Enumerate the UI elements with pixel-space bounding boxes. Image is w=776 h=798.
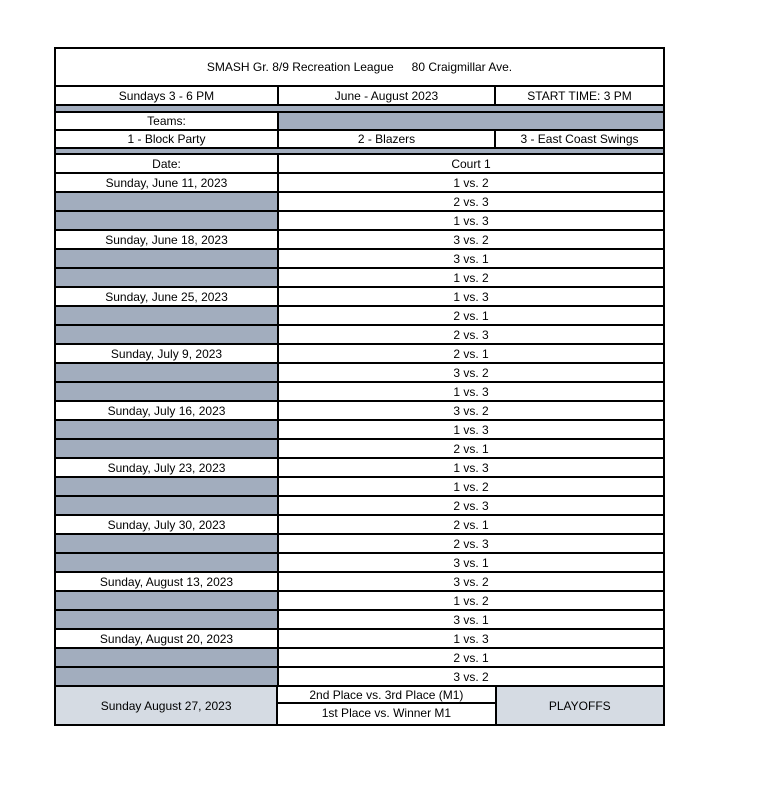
table-row xyxy=(56,307,663,326)
match-date: Sunday, July 16, 2023 xyxy=(56,402,279,419)
teams-label: Teams: xyxy=(56,113,279,129)
separator-bar xyxy=(56,106,663,113)
table-row xyxy=(56,269,663,288)
date-fill xyxy=(56,668,279,685)
match-date: Sunday, July 23, 2023 xyxy=(56,459,279,476)
playoffs-date: Sunday August 27, 2023 xyxy=(56,687,278,724)
table-row xyxy=(56,535,663,554)
table-row xyxy=(56,421,663,440)
schedule-sheet xyxy=(54,47,665,726)
table-row xyxy=(56,383,663,402)
date-fill xyxy=(56,193,279,210)
date-header: Date: xyxy=(56,155,279,172)
table-row xyxy=(56,554,663,573)
court-header: Court 1 xyxy=(451,156,491,171)
match-pairing: 1 vs. 3 xyxy=(453,422,489,437)
table-row xyxy=(56,573,663,592)
league-address: 80 Craigmillar Ave. xyxy=(411,60,513,74)
match-pairing: 3 vs. 1 xyxy=(453,555,489,570)
teams-label-row xyxy=(56,113,663,131)
playoffs-match-1: 2nd Place vs. 3rd Place (M1) xyxy=(278,687,494,704)
match-pairing: 1 vs. 2 xyxy=(453,175,489,190)
match-date: Sunday, June 25, 2023 xyxy=(56,288,279,305)
playoffs-match-2: 1st Place vs. Winner M1 xyxy=(321,706,452,720)
teams-row xyxy=(56,131,663,149)
table-row xyxy=(56,516,663,535)
schedule-body xyxy=(56,174,663,687)
date-fill xyxy=(56,250,279,267)
league-title: SMASH Gr. 8/9 Recreation League xyxy=(206,60,394,74)
match-pairing: 1 vs. 3 xyxy=(453,289,489,304)
match-date: Sunday, July 9, 2023 xyxy=(56,345,279,362)
date-fill xyxy=(56,592,279,609)
match-pairing: 3 vs. 1 xyxy=(453,251,489,266)
match-pairing: 3 vs. 2 xyxy=(453,574,489,589)
date-fill xyxy=(56,364,279,381)
table-row xyxy=(56,440,663,459)
match-pairing: 1 vs. 2 xyxy=(453,479,489,494)
date-fill xyxy=(56,440,279,457)
info-start-time: START TIME: 3 PM xyxy=(527,88,632,103)
date-fill xyxy=(56,326,279,343)
teams-label-fill xyxy=(279,113,663,129)
match-pairing: 3 vs. 2 xyxy=(453,232,489,247)
match-pairing: 2 vs. 3 xyxy=(453,194,489,209)
match-pairing: 1 vs. 3 xyxy=(453,384,489,399)
match-pairing: 3 vs. 1 xyxy=(453,612,489,627)
date-fill xyxy=(56,421,279,438)
playoffs-label: PLAYOFFS xyxy=(497,687,663,724)
table-row xyxy=(56,288,663,307)
match-pairing: 2 vs. 1 xyxy=(453,517,489,532)
date-fill xyxy=(56,307,279,324)
match-pairing: 1 vs. 3 xyxy=(453,460,489,475)
match-pairing: 3 vs. 2 xyxy=(453,403,489,418)
table-row xyxy=(56,364,663,383)
table-row xyxy=(56,250,663,269)
table-row xyxy=(56,592,663,611)
table-row xyxy=(56,630,663,649)
team-2: 2 - Blazers xyxy=(279,131,496,147)
playoffs-row xyxy=(56,687,663,724)
match-pairing: 2 vs. 1 xyxy=(453,441,489,456)
date-fill xyxy=(56,535,279,552)
info-row xyxy=(56,87,663,106)
match-pairing: 2 vs. 1 xyxy=(453,346,489,361)
match-pairing: 3 vs. 2 xyxy=(453,669,489,684)
match-date: Sunday, August 20, 2023 xyxy=(56,630,279,647)
table-row xyxy=(56,478,663,497)
match-pairing: 2 vs. 3 xyxy=(453,498,489,513)
match-pairing: 3 vs. 2 xyxy=(453,365,489,380)
date-fill xyxy=(56,269,279,286)
table-row xyxy=(56,611,663,630)
match-pairing: 1 vs. 3 xyxy=(453,213,489,228)
date-fill xyxy=(56,611,279,628)
date-fill xyxy=(56,212,279,229)
info-season: June - August 2023 xyxy=(279,87,496,104)
match-date: Sunday, June 18, 2023 xyxy=(56,231,279,248)
match-date: Sunday, July 30, 2023 xyxy=(56,516,279,533)
table-row xyxy=(56,497,663,516)
table-row xyxy=(56,174,663,193)
table-row xyxy=(56,193,663,212)
table-row xyxy=(56,212,663,231)
date-fill xyxy=(56,383,279,400)
match-date: Sunday, August 13, 2023 xyxy=(56,573,279,590)
table-row xyxy=(56,459,663,478)
match-pairing: 2 vs. 3 xyxy=(453,536,489,551)
table-row xyxy=(56,345,663,364)
match-pairing: 2 vs. 1 xyxy=(453,308,489,323)
match-pairing: 2 vs. 1 xyxy=(453,650,489,665)
table-row xyxy=(56,649,663,668)
table-row xyxy=(56,326,663,345)
date-fill xyxy=(56,554,279,571)
schedule-header-row xyxy=(56,155,663,174)
date-fill xyxy=(56,649,279,666)
date-fill xyxy=(56,497,279,514)
table-row xyxy=(56,402,663,421)
info-time: Sundays 3 - 6 PM xyxy=(56,87,279,104)
playoffs-matches xyxy=(278,687,496,724)
title-row xyxy=(56,49,663,87)
team-3: 3 - East Coast Swings xyxy=(520,132,639,146)
match-pairing: 1 vs. 2 xyxy=(453,593,489,608)
table-row xyxy=(56,231,663,250)
match-pairing: 1 vs. 2 xyxy=(453,270,489,285)
match-date: Sunday, June 11, 2023 xyxy=(56,174,279,191)
match-pairing: 1 vs. 3 xyxy=(453,631,489,646)
team-1: 1 - Block Party xyxy=(56,131,279,147)
table-row xyxy=(56,668,663,687)
match-pairing: 2 vs. 3 xyxy=(453,327,489,342)
date-fill xyxy=(56,478,279,495)
